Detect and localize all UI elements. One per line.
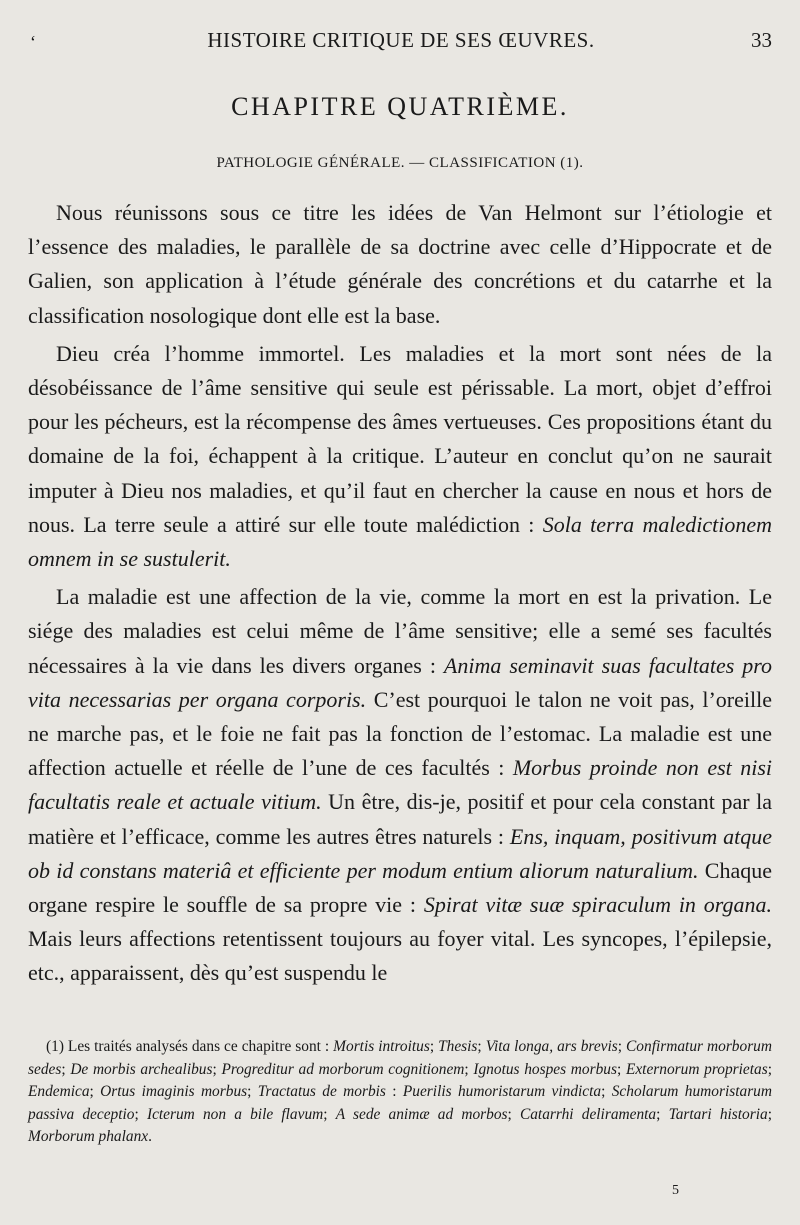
footnote-segment-text: ; [477,1038,486,1055]
footnote-segment-text: ; [429,1038,439,1055]
paragraph-segment-text: Chaque organe respire le souffle de sa propre vie : [28,857,772,918]
body-text [28,196,772,991]
paragraph-segment-text: La maladie est une affection de la vie, comme la mort en est la privation. Le siége des maladies est celui même de l’âme sensitive; elle a semé ses facultés nécessaires à la vie dans les divers organes : [28,584,772,678]
footnote-segment-latin-quote: Tractatus de morbis [257,1083,386,1101]
footnote-segment-latin-quote: Ignotus hospes morbus [473,1060,617,1078]
chapter-title: CHAPITRE QUATRIÈME. [231,92,569,121]
footnote-segment-text: ; [767,1105,772,1123]
footnote-segment-latin-quote: Thesis [438,1038,478,1055]
footnote-segment-latin-quote: De morbis archealibus [70,1060,213,1078]
paragraph-3 [28,580,772,990]
section-subtitle: PATHOLOGIE GÉNÉRALE. — CLASSIFICATION (1). [216,155,584,171]
footnote-segment-text: ; [212,1060,222,1078]
running-head [30,28,772,56]
footnote-segment-latin-quote: Scholarum humoristarum passiva deceptio [28,1083,772,1123]
paragraph-segment-latin-quote: Sola terra maledictionem omnem in se sustulerit. [28,511,772,572]
footnote-segment-latin-quote: Icterum non a bile flavum [146,1105,324,1123]
footnote [28,1036,772,1149]
paragraph-segment-text: C’est pourquoi le talon ne voit pas, l’oreille ne marche pas, et le foie ne fait pas la fonction de l’estomac. La maladie est une affection actuelle et réelle de l’une de ces facultés : [28,686,772,781]
footnote-segment-text: ; [134,1105,147,1123]
paragraph-segment-latin-quote: Spirat vitæ suæ spiraculum in organa. [423,892,772,918]
footnote-segment-latin-quote: Ortus imaginis morbus [100,1083,248,1101]
running-head-mark: ‘ [30,32,36,52]
footnote-segment-latin-quote: Vita longa, ars brevis [485,1038,618,1055]
footnote-segment-text: . [148,1128,152,1146]
footnote-segment-latin-quote: Endemica [28,1083,90,1101]
footnote-segment-latin-quote: Catarrhi deliramenta [519,1105,657,1123]
footnote-segment-latin-quote: Morborum phalanx [28,1128,149,1146]
running-head-title: HISTOIRE CRITIQUE DE SES ŒUVRES. [207,28,595,52]
footnote-segment-text: ; [89,1083,101,1101]
paragraph-segment-text: Dieu créa l’homme immortel. Les maladies et la mort sont nées de la désobéissance de l’âme sensitive qui seule est périssable. La mort, objet d’effroi pour les pécheurs, est la récompense des âmes vertueuses. Ces propositions étant du domaine de la foi, échappent à la critique. L’auteur en conclut qu’on ne saurait imputer à Dieu nos maladies, et qu’il faut en chercher la cause en nous et hors de nous. La terre seule a attiré sur elle toute malédiction : [28,340,772,537]
footnote-segment-text: (1) Les traités analysés dans ce chapitre sont : [46,1038,334,1055]
footnote-segment-text: ; [323,1105,336,1123]
footnote-segment-text: ; [247,1083,258,1101]
footnote-segment-text: : [385,1083,403,1101]
paragraph-segment-latin-quote: Ens, inquam, positivum atque ob id constans materiâ et efficiente per modum entium aliorum naturalium. [28,823,772,883]
footnote-segment-latin-quote: Confirmatur morborum sedes [28,1038,772,1078]
footnote-segment-text: ; [617,1038,627,1055]
footnote-segment-latin-quote: Progreditur ad morborum cognitionem [221,1060,465,1078]
footnote-segment-text: ; [601,1083,612,1101]
signature-mark: 5 [672,1183,679,1198]
footnote-segment-latin-quote: Puerilis humoristarum vindicta [402,1083,602,1101]
footnote-segment-text: ; [507,1105,520,1123]
footnote-segment-text: ; [464,1060,474,1078]
footnote-segment-latin-quote: A sede animæ ad morbos [335,1105,508,1123]
paragraph-1 [28,196,772,333]
paragraph-segment-text: Un être, dis-je, positif et pour cela constant par la matière et l’efficace, comme les autres êtres naturels : [28,789,772,849]
paragraph-segment-latin-quote: Morbus proinde non est nisi facultatis reale et actuale vitium. [28,755,773,815]
footnote-segment-text: ; [616,1060,626,1078]
paragraph-2 [28,337,772,576]
footnote-segment-text: ; [656,1105,669,1123]
footnote-segment-text: ; [767,1060,773,1078]
footnote-segment-latin-quote: Externorum proprietas [625,1060,768,1078]
paragraph-segment-text: Mais leurs affections retentissent toujours au foyer vital. Les syncopes, l’épilepsie, etc., apparaissent, dès qu’est suspendu le [28,926,772,986]
paragraph-segment-latin-quote: Anima seminavit suas facultates pro vita necessarias per organa corporis. [28,652,772,712]
footnote-segment-text: ; [61,1060,71,1078]
footnote-segment-latin-quote: Tartari historia [668,1105,768,1123]
page-number: 33 [751,28,772,52]
footnote-segment-latin-quote: Mortis introitus [333,1038,430,1055]
footnote-1 [28,1036,772,1149]
paragraph-segment-text: Nous réunissons sous ce titre les idées de Van Helmont sur l’étiologie et l’essence des maladies, le parallèle de sa doctrine avec celle d’Hippocrate et de Galien, son application à l’étude générale des concrétions et du catarrhe et la classification nosologique dont elle est la base. [28,200,772,328]
